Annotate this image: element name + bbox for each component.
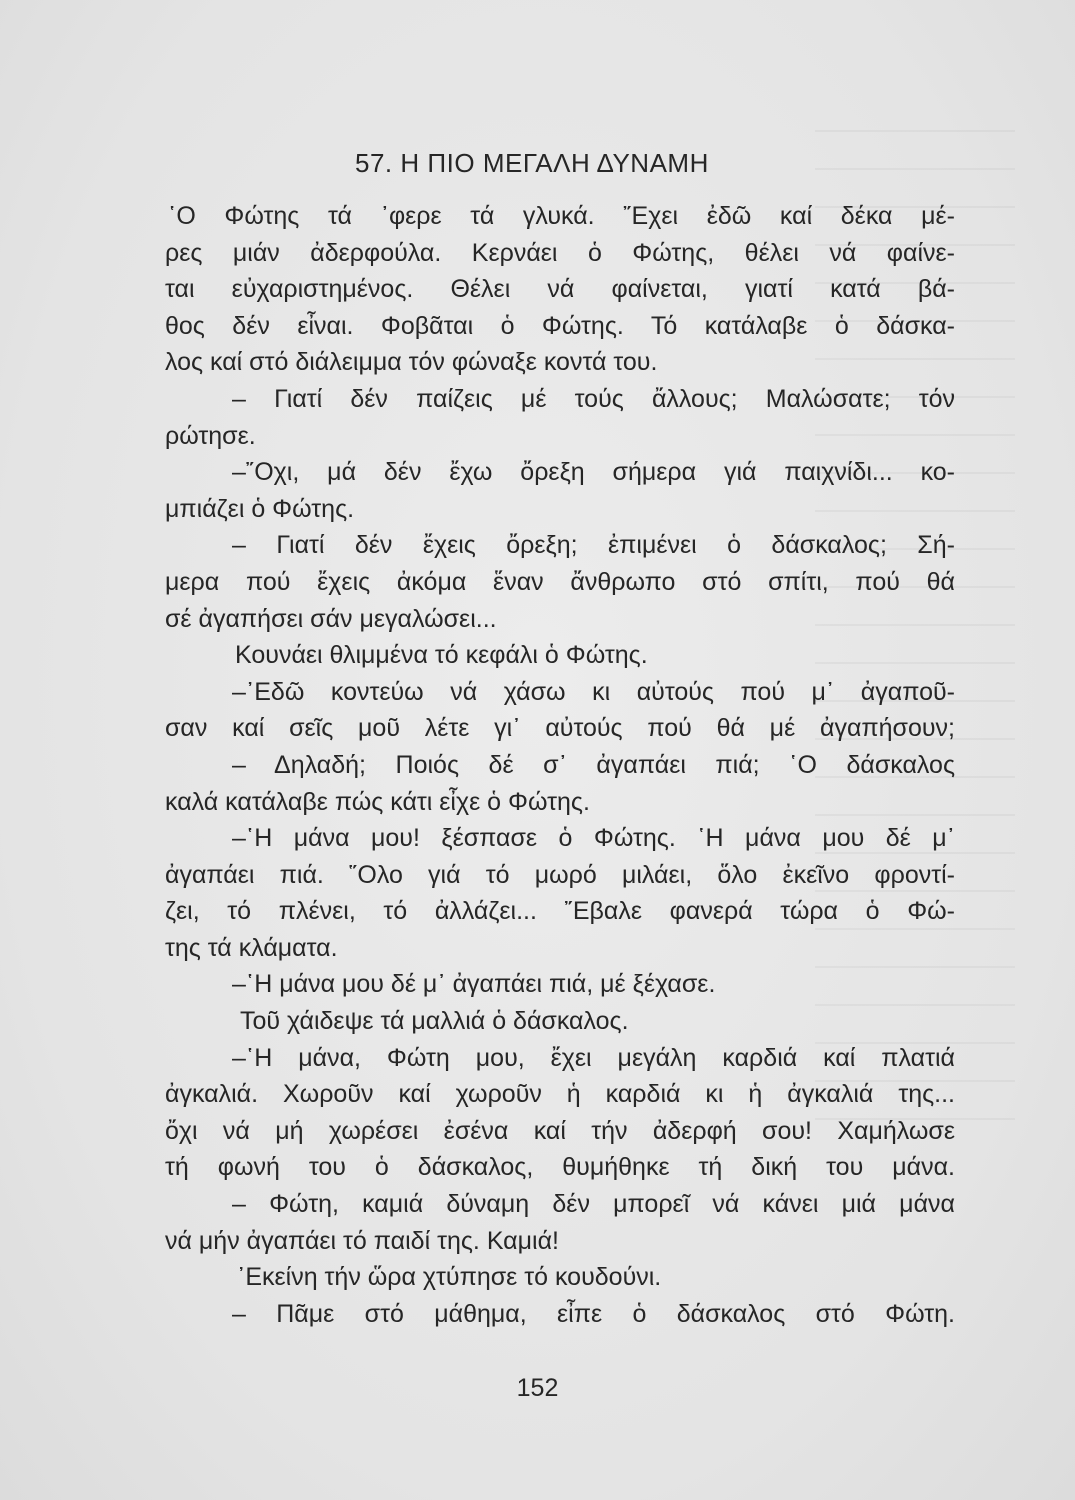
page-number: 152 bbox=[516, 1374, 559, 1402]
text-line: θος δέν εἶναι. Φοβᾶται ὁ Φώτης. Τό κατάλαβε ὁ δάσκα- bbox=[165, 311, 955, 340]
text-line: –῾Η μάνα, Φώτη μου, ἔχει μεγάλη καρδιά καί πλατιά bbox=[232, 1043, 955, 1072]
text-line: λος καί στό διάλειμμα τόν φώναξε κοντά του. bbox=[165, 348, 658, 377]
text-line: – Γιατί δέν ἔχεις ὄρεξη; ἐπιμένει ὁ δάσκαλος; Σή- bbox=[232, 531, 955, 560]
text-line: μερα πού ἔχεις ἀκόμα ἕναν ἄνθρωπο στό σπίτι, πού θά bbox=[165, 567, 955, 596]
text-line: –῾Η μάνα μου! ξέσπασε ὁ Φώτης. ῾Η μάνα μου δέ μ᾿ bbox=[232, 824, 955, 853]
text-line: σέ ἀγαπήσει σάν μεγαλώσει... bbox=[165, 604, 497, 633]
text-line: – Δηλαδή; Ποιός δέ σ᾿ ἀγαπάει πιά; ῾Ο δάσκαλος bbox=[232, 750, 955, 779]
text-line: – Φώτη, καμιά δύναμη δέν μπορεῖ νά κάνει μιά μάνα bbox=[232, 1190, 955, 1219]
text-line: ρώτησε. bbox=[165, 421, 256, 450]
text-line: της τά κλάματα. bbox=[165, 933, 338, 962]
text-line: Τοῦ χάιδεψε τά μαλλιά ὁ δάσκαλος. bbox=[240, 1007, 629, 1036]
text-line: ἀγαπάει πιά. ῞Ολο γιά τό μωρό μιλάει, ὅλο ἐκεῖνο φροντί- bbox=[165, 860, 955, 889]
text-line: –᾿Εδῶ κοντεύω νά χάσω κι αὐτούς πού μ᾿ ἀγαποῦ- bbox=[232, 677, 955, 706]
text-line: ῾Ο Φώτης τά ᾿φερε τά γλυκά. ῎Εχει ἐδῶ καί δέκα μέ- bbox=[168, 202, 955, 230]
text-line: –῾Η μάνα μου δέ μ᾿ ἀγαπάει πιά, μέ ξέχασε. bbox=[232, 970, 716, 999]
text-line: Κουνάει θλιμμένα τό κεφάλι ὁ Φώτης. bbox=[235, 641, 648, 670]
text-line: ται εὐχαριστημένος. Θέλει νά φαίνεται, γιατί κατά βά- bbox=[165, 275, 955, 304]
text-line: ρες μιάν ἀδερφούλα. Κερνάει ὁ Φώτης, θέλει νά φαίνε- bbox=[165, 238, 955, 267]
text-line: – Γιατί δέν παίζεις μέ τούς ἄλλους; Μαλώσατε; τόν bbox=[232, 384, 955, 413]
text-line: – Πᾶμε στό μάθημα, εἶπε ὁ δάσκαλος στό Φώτη. bbox=[232, 1299, 955, 1328]
text-line: ὄχι νά μή χωρέσει ἐσένα καί τήν ἀδερφή σου! Χαμήλωσε bbox=[165, 1116, 955, 1145]
story-text bbox=[165, 198, 955, 1332]
text-line: σαν καί σεῖς μοῦ λέτε γι᾿ αὐτούς πού θά μέ ἀγαπήσουν; bbox=[165, 714, 955, 743]
text-line: ἀγκαλιά. Χωροῦν καί χωροῦν ἡ καρδιά κι ἡ ἀγκαλιά της... bbox=[165, 1080, 955, 1109]
text-line: τή φωνή του ὁ δάσκαλος, θυμήθηκε τή δική του μάνα. bbox=[165, 1153, 955, 1182]
chapter-title: 57. Η ΠΙΟ ΜΕΓΑΛΗ ΔΥΝΑΜΗ bbox=[355, 148, 709, 178]
text-line: νά μήν ἀγαπάει τό παιδί της. Καμιά! bbox=[165, 1226, 559, 1255]
text-line: ᾿Εκείνη τήν ὥρα χτύπησε τό κουδούνι. bbox=[237, 1263, 662, 1292]
text-line: –῎Οχι, μά δέν ἔχω ὄρεξη σήμερα γιά παιχνίδι... κο- bbox=[232, 458, 955, 487]
text-line: καλά κατάλαβε πώς κάτι εἶχε ὁ Φώτης. bbox=[165, 787, 590, 816]
text-line: ζει, τό πλένει, τό ἀλλάζει... ῎Εβαλε φανερά τώρα ὁ Φώ- bbox=[165, 897, 955, 926]
text-line: μπιάζει ὁ Φώτης. bbox=[165, 494, 355, 523]
